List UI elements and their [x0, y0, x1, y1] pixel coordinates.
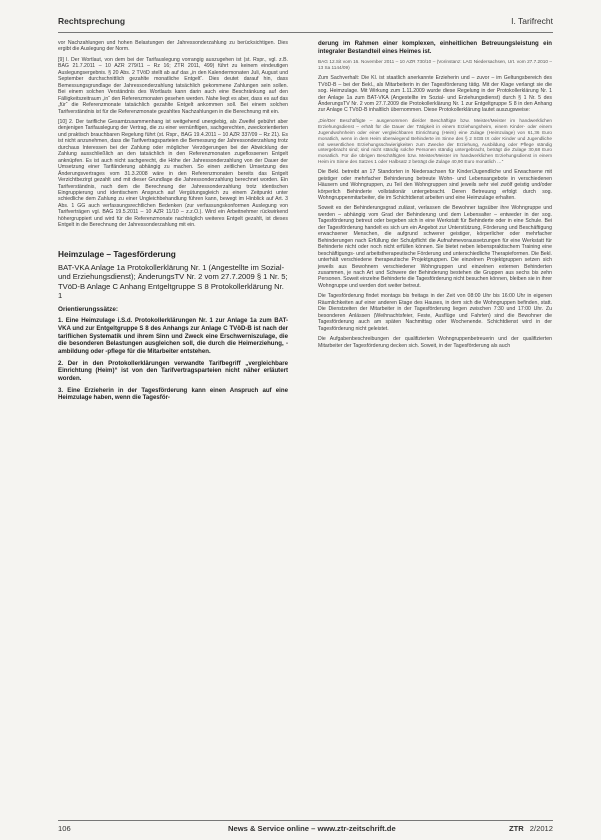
page-header	[58, 12, 553, 33]
left-paragraph-3: [10] 2. Der tarifliche Gesamtzusammenhang ist weitgehend unergiebig, als Zweifel gebührt aber denjenigen Tarifauslegung der Vertrag, die zu einer vernünftigen, sachgerechten, zweckorientierten und praktisch brauchbaren Regelung führt (st. Rspr., BAG 19.4.2011 – 10 AZR 337/09 – Rz 21). Es ist nicht anzunehmen, dass die Tarifvertragsparteien die Bemessung der Jahressonderzahlung trotz durchaus Interessen bei der Zahlung oder möglicher Verzögerungen bei der Abwicklung der Zahlung ausschließlich an den tatsächlich in den Referenzmonaten zugeflossenen Entgelt anknüpfen. Es ist auch nicht sachgerecht, die Höhe der Jahressonderzahlung von der Dauer der Umsetzung einer Tarifänderung abhängig zu machen. So einen zeitlichen Umsetzung des Änderungsvertrages vom 31.3.2008 wäre in den Referenzmonaten bereits das Entgelt Verzichtbezirgt gezahlt und mit dieser Grundlage die Jahressonderzahlung berechnet worden. Ein Tarifverständnis, nach dem die Berechnung der Jahressonderzahlung trotz identischen Eingruppierung und identischem Anspruch auf Vergütungsgleich zu einem Zeitpunkt unter schiedliche dem Zahlung zu einer Ungleichbehandlung führen kann, bewegt im Hinblick auf Art. 3 Abs. 1 GG auch verfassungsrechtlichen Bedenken (zur verfassungskonformen Auslegung von Tarifverträgen vgl. BAG 19.5.2011 – 10 AZR 11/10 – z.z.O.). Wird ein Arbeitnehmer rückwirkend höhergruppiert und wird für die Referenzmonate nachträglich weiteres Entgelt gezahlt, ist dieses Entgelt in die Berechnung der Jahressonderzahlung mit ein.	[58, 118, 288, 229]
page-footer	[58, 820, 553, 835]
guideline-1: 1. Eine Heimzulage i.S.d. Protokollerklärungen Nr. 1 zur Anlage 1a zum BAT-VKA und zur Entgeltgruppe S 8 des Anhangs zur Anlage C TVöD-B ist nach der tariflichen Systematik und ihrem Sinn und Zweck eine Erschwerniszulage, die die besonderen Belastungen ausgleichen soll, die durch die Heimerziehung, -ambildung oder -pflege für die Mitarbeiter entstehen.	[58, 317, 288, 355]
quoted-provision: „Die/Der Beschäftigte – ausgenommen die/der Beschäftigte bzw. Meister/Meister im handwerklichen Erziehungsdienst – erhält für die Dauer der Tätigkeit in einem Erziehungsheim, einem Kinder- oder einem Jugendwohnheim oder einer vergleichbaren Einrichtung (Heim) eine Zulage (Heimzulage) von 61,36 Euro monatlich, wenn in dem Heim überwiegend Behinderte im Sinne des § 2 SGB IX oder Kinder und Jugendliche mit wesentlichen Erziehungsschwierigkeiten zum Zwecke der Erziehung, Ausbildung oder Pflege ständig untergebracht sind; sind nicht ständig solche Personen ständig untergebracht, beträgt die Zulage 30,68 Euro monatlich. Für die übrigen Beschäftigten bzw. Meister/Meister im handwerklichen Erziehungsdienst in einem Heim im Sinne des Satzes 1 oder Halbsatz 2 beträgt die Zulage 40,90 Euro monatlich …“	[318, 117, 552, 165]
page-number: 106	[58, 824, 71, 833]
header-category: I. Tarifrecht	[511, 16, 553, 26]
footer-website: News & Service online – www.ztr-zeitschrift.de	[228, 824, 396, 833]
guidelines-heading: Orientierungssätze:	[58, 306, 119, 314]
section-title: Heimzulage – Tagesförderung	[58, 248, 176, 259]
guideline-3: 3. Eine Erzieherin in der Tagesförderung kann einen Anspruch auf eine Heimzulage haben, wenn die Tagesför-	[58, 386, 288, 402]
left-column	[58, 40, 288, 406]
journal-name: ZTR	[509, 824, 524, 833]
right-column	[318, 40, 552, 353]
header-section: Rechtsprechung	[58, 16, 126, 26]
guidelines	[58, 317, 288, 402]
right-paragraph-6: Die Aufgabenbeschreibungen der qualifizierten Wohngruppenbetreuerin und der qualifizierten Mitarbeiter der Tagesförderung decken sich. Soweit, in der Tagesförderung als auch	[318, 336, 552, 349]
journal-issue: 2/2012	[529, 824, 553, 833]
guideline-2: 2. Der in den Protokollerklärungen verwandte Tarifbegriff „vergleichbare Einrichtung (Heim)“ ist von den Tarifvertragsparteien nicht näher erläutert worden.	[58, 359, 288, 383]
guideline-3-continued: derung im Rahmen einer komplexen, einheitlichen Betreuungsleistung ein integraler Bestandteil eines Heimes ist.	[318, 40, 552, 55]
left-paragraph-2: [9] I. Der Wortlaut, von dem bei der Tarifauslegung vorrangig auszugehen ist (st. Rspr., vgl. z.B. BAG 21.7.2011 – 10 AZR 279/11 – Rz 16; ZTR 2011, 499) führt zu keinem eindeutigen Auslegungsergebnis. § 20 Abs. 2 TVöD stellt ab auf das „in den Kalendermonaten Juli, August und September durchschnittlich gezahlte monatliche Entgelt“. Dies deutet darauf hin, dass Bemessungsgrundlage der Jahressonderzahlung tatsächlich gekommene Zahlungen sein sollen. Bei einem solchen Verständnis des Wortlauts kann darin auch eine Beschränkung auf den Fälligkeitszeitraum „in“ den Referenzmonaten gesehen werden. Nahe liegt es aber, dass es auf das „für“ die Referenzmonate tatsächlich gezahlte Entgelt ankommen soll. Bei einem solchen Tarifverständnis ist für die Referenzmonate gezahltes Nachzahlungen in die Berechnung mit ein.	[58, 56, 288, 115]
left-paragraph-1: vor Nachzahlungen und hohen Belastungen der Jahressonderzahlung zu berücksichtigen. Dies ergibt die Auslegung der Norm.	[58, 40, 288, 53]
footer-journal	[509, 824, 553, 833]
right-paragraph-4: Soweit es der Behinderungsgrad zulässt, verlassen die Bewohner tagsüber ihre Wohngruppe und werden – abhängig vom Grad der Behinderung und dem Lebensalter – entweder in der sog. Tagesförderung betreut oder begeben sich in eine Werkstatt für Behinderte oder in eine Schule. Bei der Tagesförderung handelt es sich um ein Angebot zur Unterstützung, Förderung und Beschäftigung erwachsener Menschen, die aufgrund schwerer geistiger, körperlicher oder mehrfacher Behinderungen nach Erfüllung der Schulpflicht die Aufnahmevoraussetzungen für eine Werkstatt für Behinderte nicht oder noch nicht erfüllen können. Sie bietet neben lebenspraktischem Training eine beschäftigungs- und arbeitstherapeutische Förderung und unterschiedliche Therapieformen. Die Bekl. unterhält verschiedene therapeutische Projektgruppen. Die einzelnen Projektgruppen setzen sich jeweils aus Bewohnern verschiedener Wohngruppen und einzelnen externen Behinderten zusammen, je nach Art und Schwere der Behinderung bestehen die Gruppen aus sechs bis zehn Personen. Soweit einzelne Behinderte die Tagesförderung nicht besuchen können, bleiben sie in ihrer Wohngruppe und werden dort weiter betreut.	[318, 205, 552, 289]
court-reference: BAG 12.Sit vom 16. November 2011 – 10 AZR 730/10 – (Vorinstanz: LAG Niedersachsen, Urt. vom 27.7.2010 – 13 Sa 1144/09)	[318, 59, 552, 71]
right-paragraph-5: Die Tagesförderung findet montags bis freitags in der Zeit von 08:00 Uhr bis 16:00 Uhr in eigenen Räumlichkeiten auf einer anderen Etage des Hauses, in dem sich die Wohngruppen befinden, statt. Die Dienstzeiten der Mitarbeiter in der Tagesförderung liegen zwischen 7:30 und 17:00 Uhr. Zu besonderen Anlässen (Weihnachtsfeier, Feste, Ausflüge und Fahrten) sind die Bewohner die Tagesförderung auch am späten Nachmittag oder Wochenende. Schichtdienst wird in der Tagesförderung nicht geleistet.	[318, 293, 552, 332]
section-norms: BAT-VKA Anlage 1a Protokollerklärung Nr. 1 (Angestellte im Sozial- und Erziehungsdienst); ÄnderungsTV Nr. 2 vom 27.7.2009 § 1 Nr. 5; TVöD-B Anlage C Anhang Entgeltgruppe S 8 Protokollerklärung Nr. 1	[58, 262, 288, 300]
right-paragraph-3: Die Bekl. betreibt an 17 Standorten in Niedersachsen für Kinder/Jugendliche und Erwachsene mit geistiger oder mehrfacher Behinderung betreute Wohn- und Lebensangebote in verschiedenen Häusern und Wohngruppen, zu Teil den Wohngruppen sind jeweils sehr viel zwölf geistig und/oder körperlich Behinderte vollstationär untergebracht. Deren Betreuung erfolgt durch sog. Wohngruppenmitarbeiter, die im Schichtdienst arbeiten und eine Heimzulage erhalten.	[318, 169, 552, 201]
facts-paragraph: Zum Sachverhalt: Die Kl. ist staatlich anerkannte Erzieherin und – zuvor – im Geltungsbereich des TVöD-B – bei der Bekl., als Mitarbeiterin in der Tagesförderung tätig. Mit der Klage verlangt sie die sog. Heimzulage. Mit Wirkung zum 1.11.2009 wurde diese Regelung in der Protokollerklärung Nr. 1 der Anlage 1a zum BAT-VKA (Angestellte im Sozial- und Erziehungsdienst) durch § 1 Nr. 5 des ÄnderungsTV Nr. 2 vom 27.7.2009 die Protokollerklärung Nr. 1 zur Entgeltgruppe S 8 in den Anhang zur Anlage C TVöD-B inhaltlich übernommen. Diese Protokollerklärung lautet auszugsweise:	[318, 75, 552, 114]
